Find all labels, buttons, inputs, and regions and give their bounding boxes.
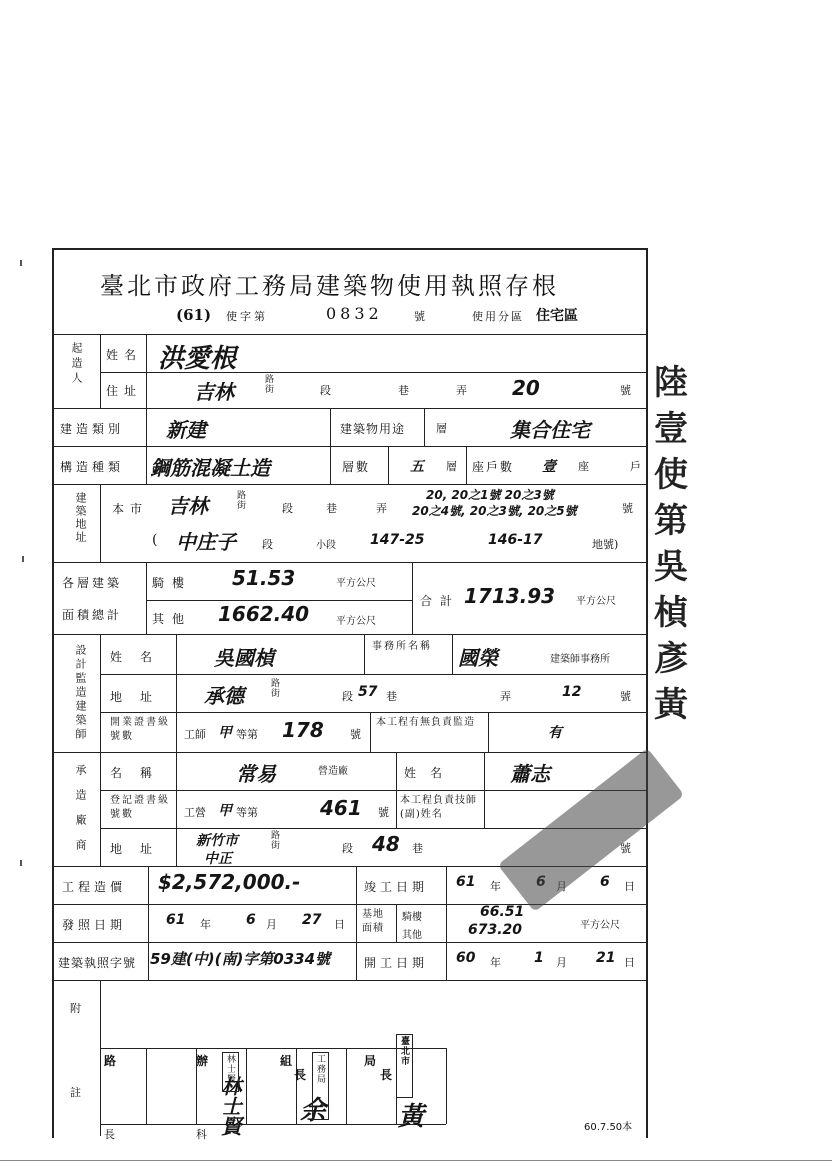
rule: [100, 1124, 446, 1125]
rule: [388, 446, 389, 484]
area-other-value: 1662.40: [218, 602, 310, 626]
rule: [52, 562, 646, 563]
start-day-unit: 日: [624, 956, 635, 969]
remarks-bottom-label: 長: [104, 1128, 115, 1141]
scan-mark: [22, 556, 24, 562]
designer-supervisor-label: 本工程有無負責監造: [376, 717, 475, 728]
designer-name-label: 姓名: [110, 650, 171, 664]
approval-stamp: 工務局: [312, 1052, 329, 1120]
households-unit: 座: [578, 460, 589, 473]
designer-section-label: 設計監造建築師: [74, 644, 87, 742]
designer-supervisor-value: 有: [548, 725, 562, 741]
approval-stamp: 臺北市: [396, 1034, 413, 1098]
designer-address-lane-no: 57: [358, 684, 378, 700]
designer-office-suffix: 建築師事務所: [550, 654, 610, 665]
remarks-signature: 黃: [398, 1102, 425, 1132]
site-land-numbers: 147-25: [370, 532, 425, 548]
rule: [146, 334, 147, 484]
floors-unit: 層: [446, 460, 457, 473]
designer-license-label: 開業證書級號數: [110, 717, 170, 742]
structure-value: 鋼筋混凝土造: [150, 456, 270, 480]
issue-label: 發照日期: [62, 918, 127, 932]
rule: [100, 980, 101, 1136]
rule: [346, 1048, 347, 1124]
rule: [446, 1048, 447, 1124]
rule: [356, 866, 357, 980]
contractor-address-road-unit: 路街: [269, 830, 279, 850]
rule: [446, 866, 447, 980]
issue-year: 61: [166, 912, 186, 928]
site-section-word: 段: [282, 502, 293, 515]
rule: [370, 712, 371, 752]
designer-address-road: 承德: [204, 684, 244, 708]
base-arcade-value: 66.51: [480, 904, 525, 920]
permit-value: 59建(中)(南)字第0334號: [150, 950, 331, 968]
contractor-license-suffix: 號: [378, 806, 389, 819]
issue-month: 6: [246, 912, 256, 928]
rule: [100, 484, 101, 562]
rule: [412, 562, 413, 634]
zone-value: 住宅區: [536, 308, 578, 324]
rule: [100, 790, 646, 791]
scan-mark: [20, 860, 22, 866]
completion-year: 61: [456, 874, 476, 890]
rule: [296, 1048, 297, 1124]
contractor-address-lane-no: 48: [372, 832, 400, 856]
edge-text: 陸 壹 使 第 吳 楨 彥 黃: [654, 363, 688, 725]
owner-address-number: 20: [512, 376, 540, 400]
use-label: 建築物用途: [340, 422, 406, 436]
rule: [52, 484, 646, 485]
site-land-subsection: 小段: [316, 540, 336, 551]
start-label: 開工日期: [364, 956, 429, 970]
rule: [364, 634, 365, 674]
floors-label: 層數: [342, 460, 371, 474]
contractor-section-label: 承造廠商: [74, 764, 87, 864]
remarks-col-label: 長: [380, 1068, 393, 1082]
site-numbers-line1: 20, 20之1號 20之3號: [426, 488, 554, 502]
site-land-area: 中庄子: [176, 530, 236, 554]
site-no-word: 弄: [376, 502, 387, 515]
document-title: 臺北市政府工務局建築物使用執照存根: [100, 272, 559, 300]
base-unit: 平方公尺: [580, 920, 620, 931]
area-other-unit: 平方公尺: [336, 616, 376, 627]
start-year: 60: [456, 950, 476, 966]
site-land-prefix: (: [152, 532, 158, 548]
completion-label: 竣工日期: [364, 880, 429, 894]
rule: [146, 1048, 147, 1124]
rule: [52, 942, 646, 943]
contractor-address-suffix: 號: [620, 842, 631, 855]
households-label: 座戶數: [472, 460, 515, 474]
use-value: 集合住宅: [510, 418, 590, 442]
designer-license-prefix: 工師: [184, 728, 206, 741]
base-other-label: 其他: [402, 930, 422, 941]
area-other-label: 其他: [152, 612, 193, 626]
rule: [148, 866, 149, 980]
owner-address-road: 吉林: [194, 380, 234, 404]
year-prefix: (61): [176, 306, 212, 324]
owner-address-lane: 巷: [398, 384, 409, 397]
remarks-label-top: 附: [70, 1002, 81, 1015]
rule: [466, 446, 467, 484]
owner-address-section: 段: [320, 384, 331, 397]
rule: [100, 674, 646, 675]
permit-number: 0832: [326, 304, 383, 323]
permit-word: 使字第: [226, 310, 268, 323]
site-numbers-line2: 20之4號, 20之3號, 20之5號: [412, 504, 577, 518]
site-road: 吉林: [168, 494, 208, 518]
issue-day-unit: 日: [334, 918, 345, 931]
area-total-unit: 平方公尺: [576, 596, 616, 607]
base-arcade-label: 騎樓: [402, 912, 422, 923]
rule: [52, 634, 646, 635]
rule: [52, 446, 646, 447]
rule: [452, 634, 453, 674]
contractor-license-mid: 等第: [236, 806, 258, 819]
completion-day-unit: 日: [624, 880, 635, 893]
area-arcade-unit: 平方公尺: [336, 578, 376, 589]
designer-address-no-word: 弄: [500, 690, 511, 703]
completion-day: 6: [600, 874, 610, 890]
issue-month-unit: 月: [266, 918, 277, 931]
designer-address-section: 段: [342, 690, 353, 703]
rule: [52, 334, 646, 335]
rule: [484, 752, 485, 828]
owner-address-suffix: 號: [620, 384, 631, 397]
cost-value: $2,572,000.-: [158, 870, 301, 894]
contractor-address-label: 地址: [110, 842, 171, 856]
approval-stamp: 林士賢: [222, 1052, 239, 1092]
rule: [100, 334, 101, 408]
number-suffix: 號: [414, 310, 425, 323]
contractor-license-number: 461: [320, 796, 362, 820]
start-day: 21: [596, 950, 616, 966]
cost-label: 工程造價: [62, 880, 127, 894]
site-land-numbers-2: 146-17: [488, 532, 543, 548]
site-city-label: 本市: [112, 502, 149, 516]
start-year-unit: 年: [490, 956, 501, 969]
rule: [424, 408, 425, 446]
scan-edge: [0, 1160, 832, 1161]
owner-name-label: 姓名: [106, 348, 143, 362]
zone-label: 使用分區: [472, 310, 524, 323]
designer-license-suffix: 號: [350, 728, 361, 741]
contractor-license-grade: 甲: [218, 803, 232, 819]
rule: [396, 904, 397, 942]
completion-year-unit: 年: [490, 880, 501, 893]
rule: [100, 712, 646, 713]
rule: [176, 634, 177, 866]
scan-mark: [20, 260, 22, 266]
designer-name-value: 吳國楨: [214, 646, 274, 670]
site-road-unit: 路街: [235, 490, 245, 510]
base-label: 基地面積: [362, 909, 384, 934]
remarks-label-bottom: 註: [70, 1086, 81, 1099]
contractor-engineer-label: 本工程負責技師(副)姓名: [400, 795, 477, 820]
start-month: 1: [534, 950, 544, 966]
contractor-person-value: 蕭志: [510, 762, 550, 786]
site-land-section: 段: [262, 538, 273, 551]
designer-office-label: 事務所名稱: [372, 641, 432, 652]
contractor-name-value: 常易: [236, 762, 276, 786]
area-label-line1: 各層建築: [62, 576, 123, 590]
contractor-address-city: 新竹市: [196, 833, 238, 849]
households-value: 壹: [542, 459, 556, 475]
remarks-signature: 余: [300, 1096, 327, 1126]
contractor-address-lane: 巷: [412, 842, 423, 855]
category-label: 建造類別: [60, 422, 125, 436]
remarks-signature: 林士賢: [218, 1076, 242, 1136]
designer-office-value: 國榮: [458, 646, 498, 670]
site-suffix: 號: [622, 502, 633, 515]
start-month-unit: 月: [556, 956, 567, 969]
area-label-line2: 面積總計: [62, 608, 123, 622]
area-arcade-value: 51.53: [232, 566, 296, 590]
contractor-address-road: 中正: [204, 851, 232, 867]
rule: [100, 634, 101, 866]
contractor-person-label: 姓名: [404, 766, 457, 780]
rule: [146, 600, 412, 601]
designer-address-lane: 巷: [386, 690, 397, 703]
site-land-suffix: 地號): [592, 538, 619, 551]
issue-year-unit: 年: [200, 918, 211, 931]
contractor-address-section: 段: [342, 842, 353, 855]
designer-address-suffix: 號: [620, 690, 631, 703]
rule: [52, 752, 646, 753]
structure-label: 構造種類: [60, 460, 125, 474]
remarks-col-label: 局: [364, 1054, 377, 1068]
area-arcade-label: 騎樓: [152, 576, 193, 590]
base-other-value: 673.20: [468, 922, 523, 938]
rule: [146, 562, 147, 634]
designer-address-road-unit: 路街: [269, 678, 279, 698]
area-total-label: 合計: [420, 594, 461, 608]
remarks-col-label: 路: [104, 1054, 117, 1068]
site-lane-word: 巷: [326, 502, 337, 515]
footer-note: 60.7.50本: [584, 1122, 633, 1133]
contractor-license-prefix: 工營: [184, 806, 206, 819]
site-section-label: 建築地址: [74, 492, 87, 544]
contractor-name-suffix: 營造廠: [318, 766, 348, 777]
permit-label: 建築執照字號: [58, 956, 137, 970]
floors-value: 五: [410, 459, 424, 475]
designer-license-number: 178: [282, 718, 324, 742]
rule: [246, 1048, 247, 1124]
owner-address-no-word: 弄: [456, 384, 467, 397]
remarks-col-label: 長: [294, 1068, 307, 1082]
category-value: 新建: [166, 418, 206, 442]
owner-name-value: 洪愛根: [158, 344, 237, 374]
rule: [52, 408, 646, 409]
remarks-bottom-label: 科: [196, 1128, 207, 1141]
rule: [330, 408, 331, 484]
designer-license-mid: 等第: [236, 728, 258, 741]
rule: [52, 980, 646, 981]
owner-section-label: 起造人: [70, 342, 83, 387]
designer-license-grade: 甲: [218, 725, 232, 741]
rule: [100, 1048, 446, 1049]
rule: [396, 752, 397, 828]
households-suffix: 戶: [630, 460, 641, 473]
owner-address-road-unit: 路街: [263, 374, 273, 394]
use-floor-note: 層: [436, 422, 447, 435]
remarks-col-label: 辦: [196, 1054, 209, 1068]
contractor-name-label: 名稱: [110, 766, 171, 780]
rule: [52, 904, 646, 905]
rule: [488, 712, 489, 752]
remarks-col-label: 組: [280, 1054, 293, 1068]
designer-address-number: 12: [562, 684, 582, 700]
contractor-license-label: 登記證書級號數: [110, 795, 170, 820]
designer-address-label: 地址: [110, 690, 171, 704]
owner-address-label: 住址: [106, 384, 143, 398]
area-total-value: 1713.93: [464, 584, 556, 608]
issue-day: 27: [302, 912, 322, 928]
